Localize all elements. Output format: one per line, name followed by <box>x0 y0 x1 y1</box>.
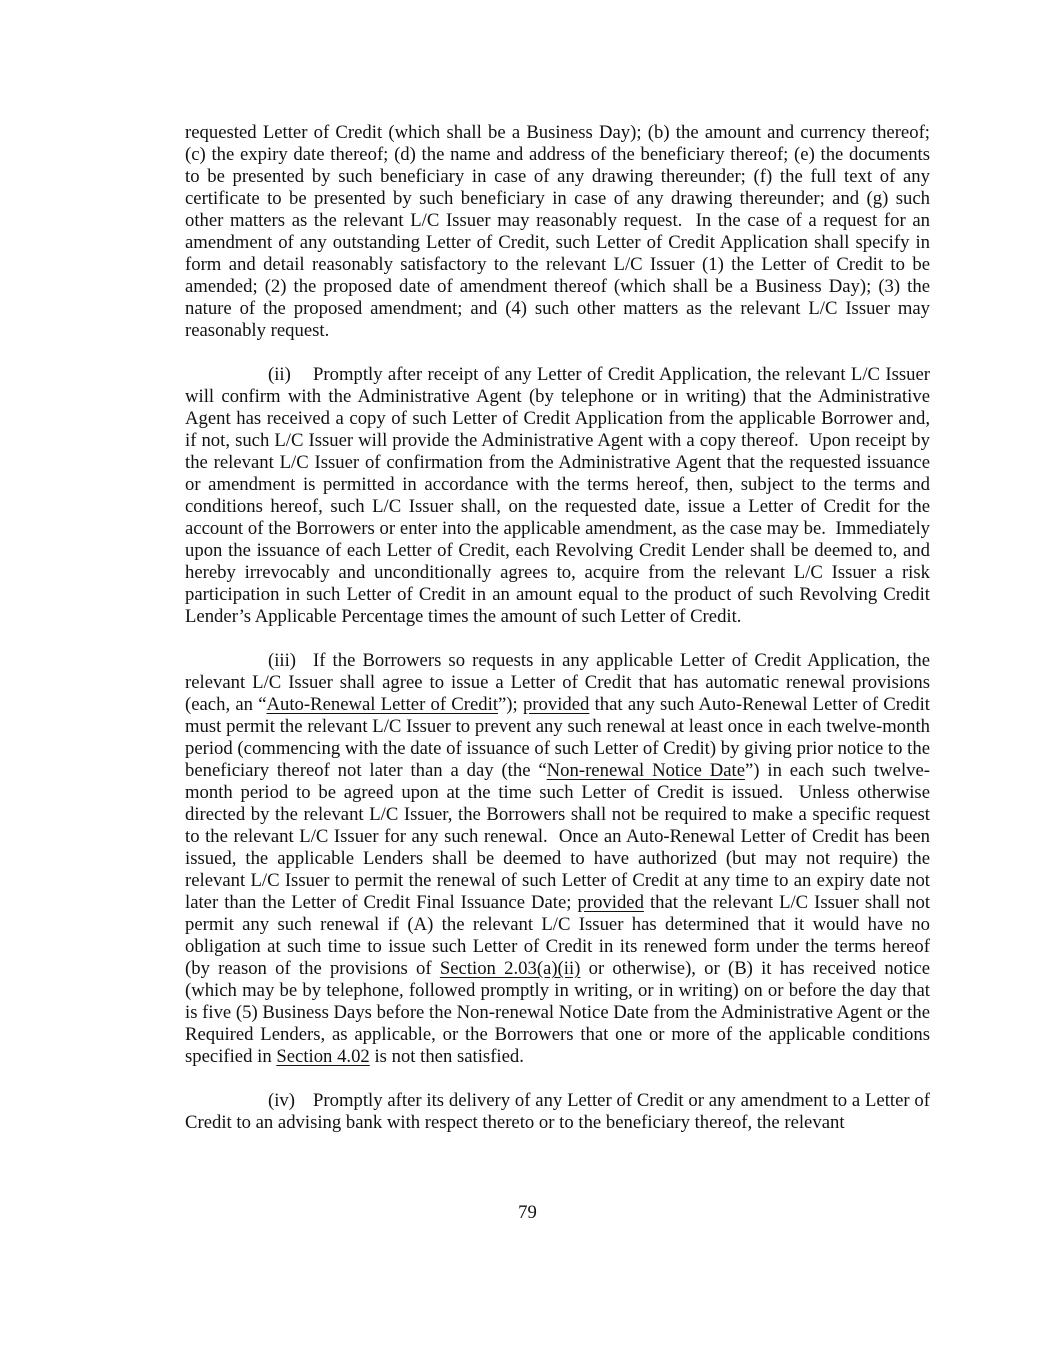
underlined-defined-term: Non-renewal Notice Date <box>546 760 746 781</box>
text-segment: Promptly after its delivery of any Letter of Credit or any amendment to a Letter of Credit to an advising bank with respect thereto or to the beneficiary thereof, the relevant <box>185 1090 930 1133</box>
text-segment: or otherwise), or (B) it has received notice (which may be by telephone, followed promptly in writing, or in writing) on or before the day that is five (5) Business Days before the Non-renewal Notice Date from the Administrative Agent or the Required Lenders, as applicable, or the Borrowers that one or more of the applicable conditions specified in <box>185 958 930 1067</box>
text-segment: that the relevant L/C Issuer shall not permit any such renewal if (A) the relevant L/C Issuer has determined that it would have no obligation at such time to issue such Letter of Credit in its renewed form under the terms hereof (by reason of the provisions of <box>185 892 931 979</box>
underlined-defined-term: Auto-Renewal Letter of Credit <box>266 694 499 715</box>
paragraph <box>185 1090 930 1134</box>
paragraph <box>185 364 930 628</box>
text-segment: ”) in each such twelve-month period to be agreed upon at the time such Letter of Credit is issued. Unless otherwise directed by the relevant L/C Issuer, the Borrowers shall not be required to make a specific request to the relevant L/C Issuer for any such renewal. Once an Auto-Renewal Letter of Credit has been issued, the applicable Lenders shall be deemed to have authorized (but may not require) the relevant L/C Issuer to permit the renewal of such Letter of Credit at any time to an expiry date not later than the Letter of Credit Final Issuance Date; <box>185 760 931 913</box>
paragraph <box>185 122 930 342</box>
text-segment: Promptly after receipt of any Letter of Credit Application, the relevant L/C Issuer will confirm with the Administrative Agent (by telephone or in writing) that the Administrative Agent has received a copy of such Letter of Credit Application from the applicable Borrower and, if not, such L/C Issuer will provide the Administrative Agent with a copy thereof. Upon receipt by the relevant L/C Issuer of confirmation from the Administrative Agent that the requested issuance or amendment is permitted in accordance with the terms hereof, then, subject to the terms and conditions hereof, such L/C Issuer shall, on the requested date, issue a Letter of Credit for the account of the Borrowers or enter into the applicable amendment, as the case may be. Immediately upon the issuance of each Letter of Credit, each Revolving Credit Lender shall be deemed to, and hereby irrevocably and unconditionally agrees to, acquire from the relevant L/C Issuer a risk participation in such Letter of Credit in an amount equal to the product of such Revolving Credit Lender’s Applicable Percentage times the amount of such Letter of Credit. <box>185 364 930 627</box>
underlined-defined-term: provided <box>577 892 644 913</box>
page-number: 79 <box>518 1202 537 1223</box>
text-segment: ”); <box>498 694 523 715</box>
text-segment: is not then satisfied. <box>369 1046 524 1067</box>
paragraph-marker: (iv) <box>268 1090 295 1111</box>
paragraph <box>185 650 930 1068</box>
text-segment: requested Letter of Credit (which shall be a Business Day); (b) the amount and currency thereof; (c) the expiry date thereof; (d) the name and address of the beneficiary thereof; (e) the documents to be presented by such beneficiary in case of any drawing thereunder; (f) the full text of any certificate to be presented by such beneficiary in case of any drawing thereunder; and (g) such other matters as the relevant L/C Issuer may reasonably request. In the case of a request for an amendment of any outstanding Letter of Credit, such Letter of Credit Application shall specify in form and detail reasonably satisfactory to the relevant L/C Issuer (1) the Letter of Credit to be amended; (2) the proposed date of amendment thereof (which shall be a Business Day); (3) the nature of the proposed amendment; and (4) such other matters as the relevant L/C Issuer may reasonably request. <box>185 122 930 341</box>
text-segment: that any such Auto-Renewal Letter of Credit must permit the relevant L/C Issuer to prevent any such renewal at least once in each twelve-month period (commencing with the date of issuance of such Letter of Credit) by giving prior notice to the beneficiary thereof not later than a day (the “ <box>185 694 930 781</box>
paragraph-marker: (ii) <box>268 364 291 385</box>
underlined-defined-term: Section 2.03(a)(ii) <box>439 958 581 979</box>
underlined-defined-term: provided <box>522 694 590 715</box>
underlined-defined-term: Section 4.02 <box>276 1046 370 1067</box>
text-segment: If the Borrowers so requests in any applicable Letter of Credit Application, the relevant L/C Issuer shall agree to issue a Letter of Credit that has automatic renewal provisions (each, an “ <box>185 650 930 715</box>
paragraph-marker: (iii) <box>268 650 297 671</box>
document-body <box>185 122 930 1156</box>
